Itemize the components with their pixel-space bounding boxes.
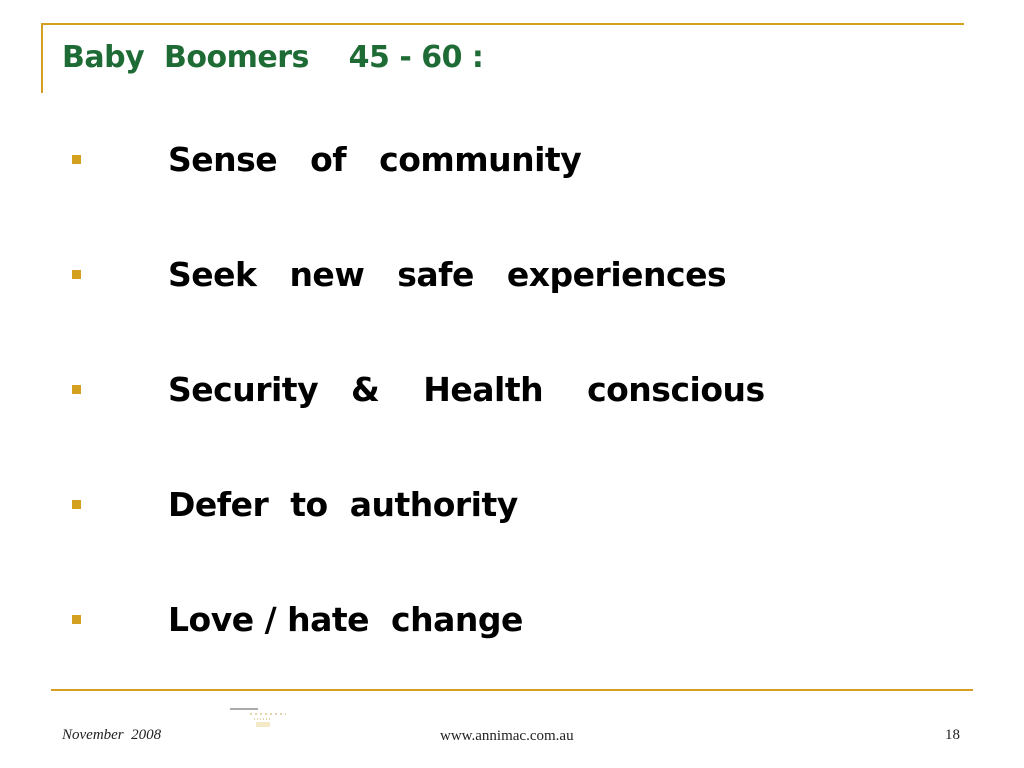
bullet-item xyxy=(72,250,972,300)
footer-date: November 2008 xyxy=(62,727,162,743)
page-number: 18 xyxy=(945,727,960,743)
bullet-text: Security & Health conscious xyxy=(168,370,765,409)
square-bullet-icon xyxy=(72,270,81,279)
footer-url[interactable]: www.annimac.com.au xyxy=(440,728,574,744)
bullet-text: Seek new safe experiences xyxy=(168,255,727,294)
bullet-item xyxy=(72,135,972,185)
bullet-text: Defer to authority xyxy=(168,485,518,524)
footer-rule xyxy=(51,689,973,691)
bullet-item xyxy=(72,595,972,645)
bullet-item xyxy=(72,365,972,415)
bullet-text: Sense of community xyxy=(168,140,582,179)
slide-title: Baby Boomers 45 - 60 : xyxy=(62,40,484,75)
bullet-text: Love / hate change xyxy=(168,600,523,639)
small-logo-icon xyxy=(228,703,292,729)
square-bullet-icon xyxy=(72,615,81,624)
square-bullet-icon xyxy=(72,385,81,394)
square-bullet-icon xyxy=(72,500,81,509)
bullet-item xyxy=(72,480,972,530)
square-bullet-icon xyxy=(72,155,81,164)
